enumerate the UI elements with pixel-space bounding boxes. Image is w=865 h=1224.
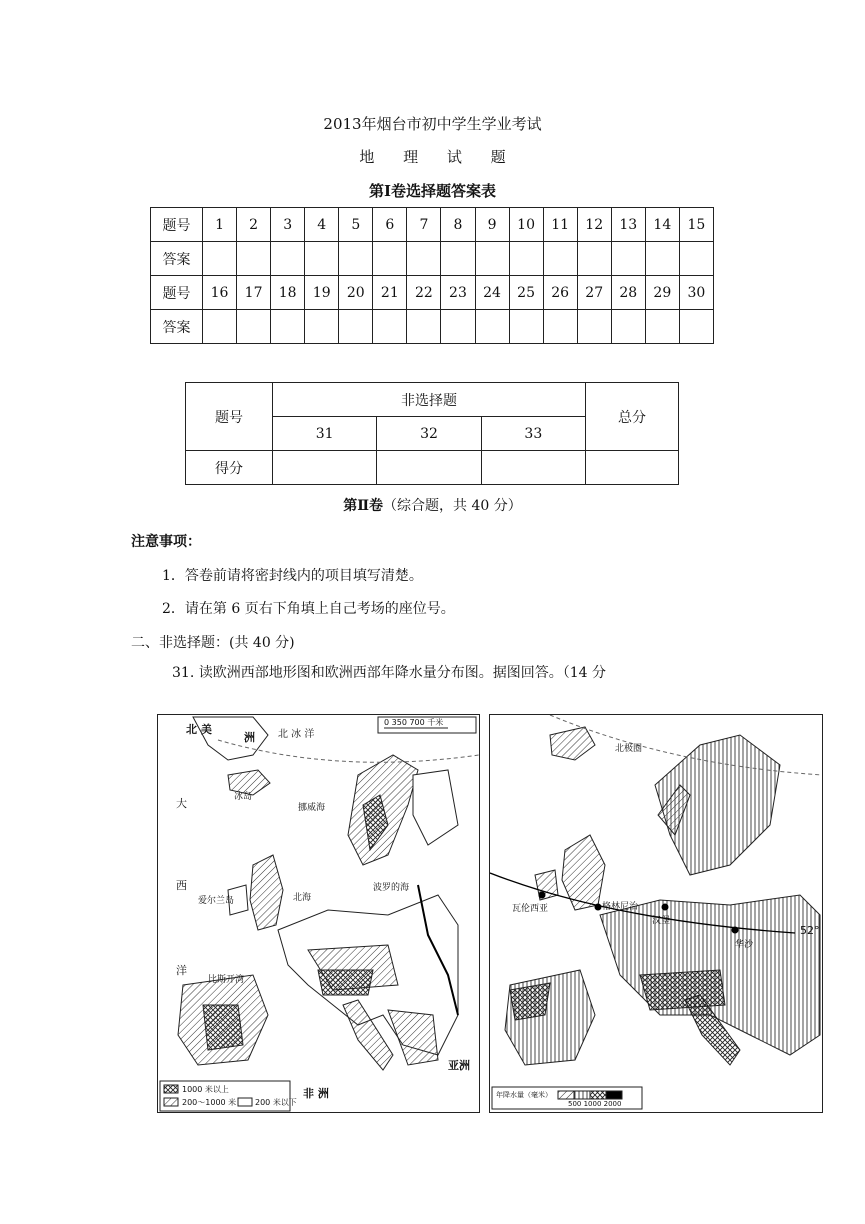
question-number: 18 — [271, 276, 305, 310]
label-greenwich: 格林尼治 — [602, 902, 639, 912]
table-row — [151, 242, 714, 276]
notes-heading: 注意事项： — [131, 534, 201, 550]
answer-cell[interactable] — [645, 310, 679, 344]
question-number: 1 — [203, 208, 237, 242]
terrain-map — [157, 714, 480, 1113]
question-number: 17 — [237, 276, 271, 310]
question-number: 11 — [543, 208, 577, 242]
question-number: 7 — [407, 208, 441, 242]
note-item: 2．请在第 6 页右下角填上自己考场的座位号。 — [162, 601, 455, 617]
table-row — [151, 276, 714, 310]
legend-mid: 200～1000 米 — [182, 1098, 237, 1107]
answer-cell[interactable] — [305, 242, 339, 276]
answer-cell[interactable] — [203, 242, 237, 276]
exam-title: 2013年烟台市初中学生学业考试 — [323, 115, 542, 133]
answer-cell[interactable] — [611, 310, 645, 344]
table-row — [151, 310, 714, 344]
question-number: 19 — [305, 276, 339, 310]
question-number: 24 — [475, 276, 509, 310]
question-number: 27 — [577, 276, 611, 310]
answer-cell[interactable] — [203, 310, 237, 344]
score-label-no: 题号 — [186, 383, 273, 451]
answer-cell[interactable] — [271, 310, 305, 344]
label-iceland: 冰岛 — [234, 792, 253, 802]
subject-title: 地 理 试 题 — [359, 148, 518, 166]
answer-cell[interactable] — [237, 310, 271, 344]
label-ireland: 爱尔兰岛 — [198, 896, 235, 906]
answer-cell[interactable] — [271, 242, 305, 276]
answer-cell[interactable] — [373, 242, 407, 276]
answer-cell[interactable] — [611, 242, 645, 276]
score-label-nonchoice: 非选择题 — [273, 383, 586, 417]
legend-scale: 500 1000 2000 — [568, 1100, 622, 1108]
score-cell[interactable] — [481, 451, 585, 485]
answer-cell[interactable] — [475, 242, 509, 276]
question-number: 12 — [577, 208, 611, 242]
question-number: 6 — [373, 208, 407, 242]
part2-title-rest: （综合题，共 40 分） — [383, 498, 522, 514]
question-number: 3 — [271, 208, 305, 242]
section-heading: 二、非选择题：(共 40 分) — [131, 635, 295, 651]
question-number: 8 — [441, 208, 475, 242]
score-cell[interactable] — [377, 451, 481, 485]
answer-cell[interactable] — [645, 242, 679, 276]
answer-cell[interactable] — [305, 310, 339, 344]
table-row — [151, 208, 714, 242]
answer-cell[interactable] — [475, 310, 509, 344]
label-atlantic: 西 — [176, 879, 187, 892]
part2-title — [0, 495, 865, 515]
question-number: 28 — [611, 276, 645, 310]
answer-cell[interactable] — [339, 242, 373, 276]
question-number: 22 — [407, 276, 441, 310]
question-number: 14 — [645, 208, 679, 242]
answer-cell[interactable] — [237, 242, 271, 276]
answer-cell[interactable] — [543, 242, 577, 276]
table-row — [186, 451, 679, 485]
answer-table — [150, 207, 714, 344]
label-biscay: 比斯开湾 — [208, 975, 245, 985]
answer-cell[interactable] — [407, 242, 441, 276]
question-number: 25 — [509, 276, 543, 310]
label-asia: 亚洲 — [448, 1059, 470, 1072]
map-scale: 0 350 700 千米 — [384, 718, 444, 727]
part2-title-bold: 第Ⅱ卷 — [343, 498, 384, 514]
question-number: 9 — [475, 208, 509, 242]
answer-cell[interactable] — [679, 242, 713, 276]
score-cell[interactable] — [273, 451, 377, 485]
question-number: 20 — [339, 276, 373, 310]
row-label: 题号 — [151, 208, 203, 242]
question-31: 31. 读欧洲西部地形图和欧洲西部年降水量分布图。据图回答。（14 分 — [172, 665, 606, 681]
answer-cell[interactable] — [373, 310, 407, 344]
label-arctic-circle: 北极圈 — [615, 744, 643, 754]
label-baltic: 波罗的海 — [373, 883, 410, 893]
legend-low: 200 米以下 — [255, 1098, 297, 1107]
label-latitude: 52° — [800, 924, 820, 937]
question-number: 5 — [339, 208, 373, 242]
score-table — [185, 382, 679, 485]
label-norwegian-sea: 挪威海 — [298, 803, 326, 813]
label-arctic: 北 冰 洋 — [278, 729, 315, 740]
question-number: 26 — [543, 276, 577, 310]
score-label-total: 总分 — [586, 383, 679, 451]
label-zhou: 洲 — [244, 731, 255, 744]
question-number: 16 — [203, 276, 237, 310]
row-label: 答案 — [151, 310, 203, 344]
answer-cell[interactable] — [441, 242, 475, 276]
answer-cell[interactable] — [407, 310, 441, 344]
table-row — [186, 383, 679, 417]
note-item: 1．答卷前请将密封线内的项目填写清楚。 — [162, 568, 423, 584]
answer-cell[interactable] — [577, 310, 611, 344]
row-label: 题号 — [151, 276, 203, 310]
label-warsaw: 华沙 — [735, 940, 754, 950]
legend-high: 1000 米以上 — [182, 1085, 229, 1094]
answer-cell[interactable] — [577, 242, 611, 276]
label-atlantic: 大 — [176, 797, 187, 810]
question-number: 32 — [377, 417, 481, 451]
question-number: 15 — [679, 208, 713, 242]
precipitation-map — [489, 714, 823, 1113]
question-number: 29 — [645, 276, 679, 310]
question-number: 4 — [305, 208, 339, 242]
question-number: 10 — [509, 208, 543, 242]
question-number: 23 — [441, 276, 475, 310]
answer-cell[interactable] — [679, 310, 713, 344]
answer-cell[interactable] — [543, 310, 577, 344]
part1-title: 第Ⅰ卷选择题答案表 — [368, 182, 497, 200]
label-atlantic: 洋 — [176, 964, 187, 977]
question-number: 2 — [237, 208, 271, 242]
question-number: 30 — [679, 276, 713, 310]
label-hamburg: 汉堡 — [652, 916, 671, 926]
question-number: 21 — [373, 276, 407, 310]
label-north-sea: 北海 — [293, 893, 312, 903]
answer-cell[interactable] — [509, 310, 543, 344]
score-cell[interactable] — [586, 451, 679, 485]
label-valentia: 瓦伦西亚 — [512, 904, 549, 914]
answer-cell[interactable] — [441, 310, 475, 344]
question-number: 13 — [611, 208, 645, 242]
score-label-score: 得分 — [186, 451, 273, 485]
answer-cell[interactable] — [509, 242, 543, 276]
legend-title: 年降水量（毫米） — [496, 1091, 552, 1099]
row-label: 答案 — [151, 242, 203, 276]
question-number: 33 — [481, 417, 585, 451]
question-number: 31 — [273, 417, 377, 451]
label-north-america: 北 美 — [186, 723, 212, 736]
label-africa: 非 洲 — [303, 1087, 329, 1100]
answer-cell[interactable] — [339, 310, 373, 344]
